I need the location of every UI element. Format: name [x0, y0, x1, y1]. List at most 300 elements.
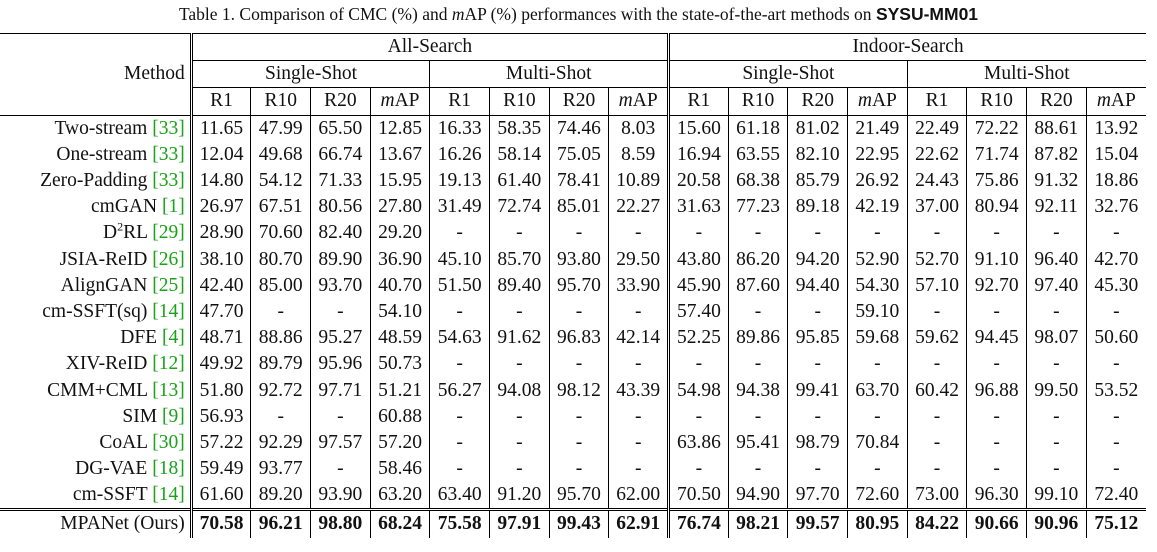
table-cell: 63.40	[430, 482, 490, 510]
table-cell: -	[728, 404, 788, 430]
table-cell: 75.86	[967, 168, 1027, 194]
table-cell: 13.92	[1094, 117, 1139, 139]
table-cell: 95.41	[728, 430, 788, 456]
table-cell: 28.90	[191, 220, 251, 246]
table-cell: 62.00	[609, 482, 669, 510]
method-name: DFE [4]	[0, 325, 191, 351]
table-row	[0, 168, 1146, 194]
table-cell: 68.38	[728, 168, 788, 194]
metric-header-map: mAP	[609, 88, 669, 115]
table-cell: 95.70	[549, 273, 609, 299]
table-cell: -	[788, 456, 848, 482]
citation-link[interactable]: [30]	[152, 431, 185, 453]
table-row	[0, 404, 1146, 430]
method-name: CoAL [30]	[0, 430, 191, 456]
table-cell: 66.74	[311, 142, 371, 168]
table-cell: 26.92	[848, 168, 908, 194]
table-cell: 56.93	[191, 404, 251, 430]
table-cell: 92.70	[967, 273, 1027, 299]
table-cell: 58.14	[490, 142, 550, 168]
metric-header-r1: R1	[669, 88, 729, 115]
table-cell: 99.41	[788, 377, 848, 403]
table-cell: 80.94	[967, 194, 1027, 220]
table-row	[0, 299, 1146, 325]
table-cell: 98.12	[549, 377, 609, 403]
table-cell: -	[1027, 220, 1087, 246]
table-cell: -	[311, 299, 371, 325]
table-cell: 47.70	[191, 299, 251, 325]
table-cell: -	[907, 404, 967, 430]
metric-header-r1: R1	[191, 88, 251, 115]
table-cell: 97.91	[490, 510, 550, 538]
citation-link[interactable]: [13]	[152, 379, 185, 401]
table-cell: 22.62	[907, 142, 967, 168]
table-cell: -	[669, 220, 729, 246]
table-cell: 12.04	[191, 142, 251, 168]
table-cell: -	[430, 351, 490, 377]
table-cell: -	[1027, 456, 1087, 482]
table-row	[0, 325, 1146, 351]
table-cell: -	[848, 220, 908, 246]
table-cell: -	[490, 351, 550, 377]
table-cell: -	[967, 351, 1027, 377]
table-cell: 50.60	[1094, 327, 1139, 349]
table-cell: 57.20	[370, 430, 430, 456]
group-header-indoor-search: Indoor-Search	[669, 34, 1146, 61]
table-cell: 22.49	[907, 115, 967, 142]
table-cell: 62.91	[609, 510, 669, 538]
table-cell: -	[251, 299, 311, 325]
table-cell: 97.70	[788, 482, 848, 510]
table-cell: 19.13	[430, 168, 490, 194]
citation-link[interactable]: [14]	[152, 300, 185, 322]
table-cell: -	[549, 299, 609, 325]
table-cell: 70.84	[848, 430, 908, 456]
table-row	[0, 247, 1146, 273]
table-cell: 8.03	[609, 115, 669, 142]
table-cell: 60.88	[370, 404, 430, 430]
table-cell: 29.50	[609, 247, 669, 273]
table-cell: -	[848, 404, 908, 430]
table-cell: 21.49	[848, 115, 908, 142]
table-cell: 74.46	[549, 115, 609, 142]
table-cell: -	[967, 299, 1027, 325]
table-cell: -	[549, 430, 609, 456]
table-cell: -	[907, 456, 967, 482]
table-cell: 98.79	[788, 430, 848, 456]
table-cell: 50.73	[370, 351, 430, 377]
table-row	[0, 430, 1146, 456]
citation-link[interactable]: [9]	[161, 405, 185, 427]
table-cell: -	[669, 456, 729, 482]
citation-link[interactable]: [18]	[152, 458, 185, 480]
table-cell: 15.95	[370, 168, 430, 194]
table-row-ours	[0, 510, 1146, 538]
table-cell: 89.20	[251, 482, 311, 510]
table-cell: 58.46	[370, 456, 430, 482]
table-cell: 16.94	[669, 142, 729, 168]
table-cell: 92.72	[251, 377, 311, 403]
table-row	[0, 351, 1146, 377]
table-cell: 75.58	[430, 510, 490, 538]
table-cell: 82.40	[311, 220, 371, 246]
table-cell: -	[788, 404, 848, 430]
table-cell: 89.40	[490, 273, 550, 299]
dataset-name: SYSU-MM01	[875, 4, 979, 24]
table-cell: 93.80	[549, 247, 609, 273]
table-cell: 99.43	[549, 510, 609, 538]
method-name: DG-VAE [18]	[0, 456, 191, 482]
citation-link[interactable]: [33]	[152, 117, 185, 139]
table-cell: -	[1113, 405, 1120, 427]
table-cell: 99.57	[788, 510, 848, 538]
table-cell: -	[490, 220, 550, 246]
table-cell: 12.85	[370, 115, 430, 142]
table-cell: -	[1027, 430, 1087, 456]
table-cell: 43.80	[669, 247, 729, 273]
subgroup-header: Multi-Shot	[430, 61, 669, 88]
method-header: Method	[0, 34, 191, 116]
table-cell: 92.11	[1027, 194, 1087, 220]
citation-link[interactable]: [4]	[161, 327, 185, 349]
table-cell: 31.63	[669, 194, 729, 220]
table-cell: -	[1027, 404, 1087, 430]
table-cell: 80.56	[311, 194, 371, 220]
table-cell: 89.86	[728, 325, 788, 351]
table-cell: -	[430, 299, 490, 325]
table-cell: 63.55	[728, 142, 788, 168]
citation-link[interactable]: [29]	[152, 222, 185, 244]
table-cell: -	[1113, 458, 1120, 480]
table-cell: 98.80	[311, 510, 371, 538]
table-cell: -	[549, 220, 609, 246]
table-cell: 48.59	[370, 325, 430, 351]
table-cell: 59.10	[848, 299, 908, 325]
table-cell: 71.74	[967, 142, 1027, 168]
table-cell: 63.70	[848, 377, 908, 403]
table-cell: 72.74	[490, 194, 550, 220]
table-cell: 93.90	[311, 482, 371, 510]
table-cell: -	[907, 351, 967, 377]
table-cell: -	[788, 299, 848, 325]
table-cell: 54.98	[669, 377, 729, 403]
table-cell: 40.70	[370, 273, 430, 299]
table-cell: -	[728, 351, 788, 377]
table-cell: -	[1027, 299, 1087, 325]
table-cell: -	[728, 299, 788, 325]
table-cell: 94.38	[728, 377, 788, 403]
method-name: MPANet (Ours)	[0, 510, 191, 538]
method-name: SIM [9]	[0, 404, 191, 430]
citation-link[interactable]: [12]	[152, 353, 185, 375]
citation-link[interactable]: [26]	[152, 248, 185, 270]
metric-header-r10: R10	[490, 88, 550, 115]
table-cell: 42.14	[609, 325, 669, 351]
citation-link[interactable]: [1]	[161, 196, 185, 218]
table-cell: 87.82	[1027, 142, 1087, 168]
table-cell: 22.27	[609, 194, 669, 220]
metric-header-r10: R10	[967, 88, 1027, 115]
table-cell: 91.32	[1027, 168, 1087, 194]
table-cell: -	[490, 430, 550, 456]
table-cell: 72.22	[967, 115, 1027, 142]
table-cell: 31.49	[430, 194, 490, 220]
metric-header-r20: R20	[788, 88, 848, 115]
method-name: Two-stream [33]	[0, 115, 191, 142]
table-cell: -	[907, 299, 967, 325]
table-cell: 82.10	[788, 142, 848, 168]
table-cell: 37.00	[907, 194, 967, 220]
table-cell: 8.59	[609, 142, 669, 168]
table-cell: 52.25	[669, 325, 729, 351]
table-cell: 88.61	[1027, 115, 1087, 142]
metric-header-r20: R20	[549, 88, 609, 115]
table-cell: -	[311, 456, 371, 482]
table-cell: -	[609, 220, 669, 246]
table-cell: 92.29	[251, 430, 311, 456]
metric-header-r10: R10	[728, 88, 788, 115]
table-cell: -	[1027, 351, 1087, 377]
table-cell: 75.12	[1086, 510, 1146, 538]
table-cell: 77.23	[728, 194, 788, 220]
metric-header-r20: R20	[311, 88, 371, 115]
table-cell: 59.62	[907, 325, 967, 351]
table-cell: 96.30	[967, 482, 1027, 510]
citation-link[interactable]: [25]	[152, 274, 185, 296]
table-cell: 73.00	[907, 482, 967, 510]
table-cell: 56.27	[430, 377, 490, 403]
table-cell: -	[1113, 300, 1120, 322]
table-cell: 85.70	[490, 247, 550, 273]
table-cell: 57.10	[907, 273, 967, 299]
table-cell: -	[907, 430, 967, 456]
table-cell: 94.90	[728, 482, 788, 510]
table-cell: 59.68	[848, 325, 908, 351]
metric-header-r1: R1	[907, 88, 967, 115]
table-cell: 15.04	[1094, 143, 1139, 165]
table-cell: 85.01	[549, 194, 609, 220]
table-cell: -	[549, 456, 609, 482]
table-cell: 18.86	[1094, 170, 1139, 192]
table-cell: 43.39	[609, 377, 669, 403]
table-cell: -	[788, 220, 848, 246]
table-cell: 96.21	[251, 510, 311, 538]
table-row	[0, 273, 1146, 299]
table-cell: 49.68	[251, 142, 311, 168]
table-cell: -	[788, 351, 848, 377]
results-table-container	[0, 33, 1146, 538]
table-cell: 36.90	[370, 247, 430, 273]
table-cell: -	[430, 456, 490, 482]
table-cell: 96.88	[967, 377, 1027, 403]
table-cell: 89.90	[311, 247, 371, 273]
table-cell: 58.35	[490, 115, 550, 142]
table-cell: -	[490, 299, 550, 325]
table-cell: -	[609, 351, 669, 377]
results-table	[0, 33, 1146, 538]
table-cell: 63.86	[669, 430, 729, 456]
table-cell: 63.20	[370, 482, 430, 510]
table-cell: -	[1113, 222, 1120, 244]
table-cell: 91.10	[967, 247, 1027, 273]
table-cell: 51.21	[370, 377, 430, 403]
table-cell: 94.20	[788, 247, 848, 273]
table-cell: 13.67	[370, 142, 430, 168]
table-cell: 10.89	[609, 168, 669, 194]
method-name: XIV-ReID [12]	[0, 351, 191, 377]
table-cell: 20.58	[669, 168, 729, 194]
citation-link[interactable]: [33]	[152, 143, 185, 165]
table-cell: 97.57	[311, 430, 371, 456]
citation-link[interactable]: [33]	[152, 170, 185, 192]
table-cell: 70.50	[669, 482, 729, 510]
table-cell: 33.90	[609, 273, 669, 299]
table-cell: -	[311, 404, 371, 430]
table-cell: 71.33	[311, 168, 371, 194]
table-cell: -	[490, 456, 550, 482]
metric-header-map: mAP	[848, 88, 908, 115]
table-cell: 87.60	[728, 273, 788, 299]
table-cell: 85.00	[251, 273, 311, 299]
table-cell: 97.40	[1027, 273, 1087, 299]
table-cell: 16.26	[430, 142, 490, 168]
table-cell: -	[728, 456, 788, 482]
table-cell: -	[549, 351, 609, 377]
table-cell: -	[251, 404, 311, 430]
table-cell: 97.71	[311, 377, 371, 403]
table-cell: -	[967, 220, 1027, 246]
table-cell: 99.10	[1027, 482, 1087, 510]
table-cell: 94.45	[967, 325, 1027, 351]
table-cell: 68.24	[370, 510, 430, 538]
table-row	[0, 220, 1146, 246]
table-cell: 93.77	[251, 456, 311, 482]
method-name: cm-SSFT(sq) [14]	[0, 299, 191, 325]
table-cell: 95.96	[311, 351, 371, 377]
method-name: $D^2RL$ [29]	[0, 220, 191, 246]
table-cell: 42.70	[1094, 248, 1139, 270]
citation-link[interactable]: [14]	[152, 484, 185, 506]
table-cell: 53.52	[1094, 379, 1139, 401]
table-cell: 48.71	[191, 325, 251, 351]
table-cell: 86.20	[728, 247, 788, 273]
table-cell: 75.05	[549, 142, 609, 168]
table-cell: 52.90	[848, 247, 908, 273]
metric-header-r10: R10	[251, 88, 311, 115]
table-cell: 95.27	[311, 325, 371, 351]
table-cell: 84.22	[907, 510, 967, 538]
table-cell: -	[609, 299, 669, 325]
table-cell: -	[907, 220, 967, 246]
table-cell: -	[430, 404, 490, 430]
table-cell: 16.33	[430, 115, 490, 142]
table-cell: 61.40	[490, 168, 550, 194]
table-cell: 51.50	[430, 273, 490, 299]
table-cell: 95.70	[549, 482, 609, 510]
table-cell: 61.60	[191, 482, 251, 510]
table-cell: -	[1113, 353, 1120, 375]
table-cell: 54.30	[848, 273, 908, 299]
table-cell: -	[669, 351, 729, 377]
table-cell: -	[967, 430, 1027, 456]
table-cell: 59.49	[191, 456, 251, 482]
table-cell: 57.40	[669, 299, 729, 325]
table-row	[0, 482, 1146, 510]
method-name: Zero-Padding [33]	[0, 168, 191, 194]
table-cell: 45.30	[1094, 274, 1139, 296]
table-cell: 91.20	[490, 482, 550, 510]
table-cell: -	[669, 404, 729, 430]
table-cell: 11.65	[191, 115, 251, 142]
table-cell: 22.95	[848, 142, 908, 168]
table-cell: 94.08	[490, 377, 550, 403]
table-cell: 42.40	[191, 273, 251, 299]
method-name: One-stream [33]	[0, 142, 191, 168]
method-name: cm-SSFT [14]	[0, 482, 191, 510]
method-name: AlignGAN [25]	[0, 273, 191, 299]
group-header-all-search: All-Search	[191, 34, 668, 61]
table-cell: -	[1113, 431, 1120, 453]
table-cell: 81.02	[788, 115, 848, 142]
table-cell: 38.10	[191, 247, 251, 273]
table-cell: 32.76	[1094, 196, 1139, 218]
table-cell: 51.80	[191, 377, 251, 403]
table-row	[0, 194, 1146, 220]
table-cell: 57.22	[191, 430, 251, 456]
table-cell: -	[848, 351, 908, 377]
table-cell: 54.12	[251, 168, 311, 194]
metric-header-r20: R20	[1027, 88, 1087, 115]
table-cell: 88.86	[251, 325, 311, 351]
table-cell: -	[549, 404, 609, 430]
table-cell: 80.70	[251, 247, 311, 273]
table-cell: 29.20	[370, 220, 430, 246]
table-cell: 42.19	[848, 194, 908, 220]
table-cell: -	[609, 404, 669, 430]
table-cell: 91.62	[490, 325, 550, 351]
table-cell: -	[609, 456, 669, 482]
table-cell: 99.50	[1027, 377, 1087, 403]
table-cell: 80.95	[848, 510, 908, 538]
subgroup-header: Multi-Shot	[907, 61, 1146, 88]
table-cell: -	[430, 220, 490, 246]
table-row	[0, 115, 1146, 142]
table-cell: -	[728, 220, 788, 246]
table-cell: 98.21	[728, 510, 788, 538]
table-cell: 27.80	[370, 194, 430, 220]
table-cell: 45.90	[669, 273, 729, 299]
table-cell: 65.50	[311, 115, 371, 142]
table-cell: 90.96	[1027, 510, 1087, 538]
table-cell: -	[848, 456, 908, 482]
table-cell: 96.40	[1027, 247, 1087, 273]
method-name: JSIA-ReID [26]	[0, 247, 191, 273]
table-cell: 96.83	[549, 325, 609, 351]
method-name: cmGAN [1]	[0, 194, 191, 220]
table-cell: 52.70	[907, 247, 967, 273]
table-cell: 47.99	[251, 115, 311, 142]
table-cell: 89.18	[788, 194, 848, 220]
table-cell: -	[967, 404, 1027, 430]
table-cell: 72.40	[1094, 484, 1139, 506]
subgroup-header: Single-Shot	[191, 61, 430, 88]
metric-header-map: mAP	[370, 88, 430, 115]
table-cell: 89.79	[251, 351, 311, 377]
table-cell: 98.07	[1027, 325, 1087, 351]
table-cell: 54.10	[370, 299, 430, 325]
table-cell: 78.41	[549, 168, 609, 194]
table-cell: -	[490, 404, 550, 430]
